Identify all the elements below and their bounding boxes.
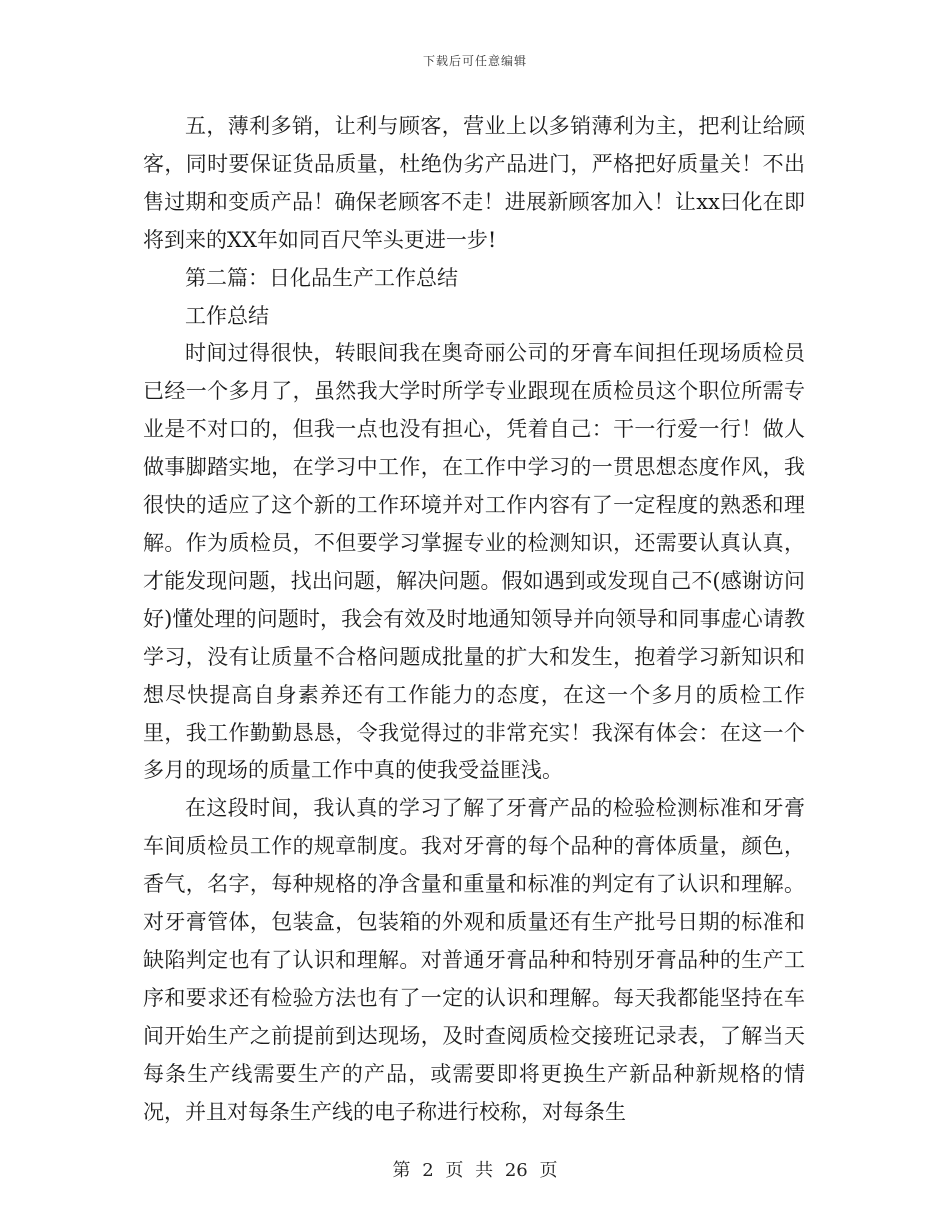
paragraph-standards: 在这段时间，我认真的学习了解了牙膏产品的检验检测标准和牙膏车间质检员工作的规章制度。我对牙膏的每个品种的膏体质量，颜色，香气，名字，每种规格的净含量和重量和标准的判定有了认识和理解。对牙膏管体，包装盒，包装箱的外观和质量还有生产批号日期的标准和缺陷判定也有了认识和理解。对普通牙膏品种和特别牙膏品种的生产工序和要求还有检验方法也有了一定的认识和理解。每天我都能坚持在车间开始生产之前提前到达现场，及时查阅质检交接班记录表，了解当天每条生产线需要生产的产品，或需要即将更换生产新品种新规格的情况，并且对每条生产线的电子称进行校称，对每条生 <box>143 796 805 1124</box>
section-heading: 第二篇：日化品生产工作总结 <box>185 265 458 290</box>
sub-heading: 工作总结 <box>185 303 269 328</box>
page-header: 下载后可任意编辑 <box>422 54 527 68</box>
page-footer: 第 2 页 共 26 页 <box>392 1160 558 1181</box>
paragraph-work-summary: 时间过得很快，转眼间我在奥奇丽公司的牙膏车间担任现场质检员已经一个多月了，虽然我大学时所学专业跟现在质检员这个职位所需专业是不对口的，但我一点也没有担心，凭着自己：干一行爱一行！做人做事脚踏实地，在学习中工作，在工作中学习的一贯思想态度作风，我很快的适应了这个新的工作环境并对工作内容有了一定程度的熟悉和理解。作为质检员，不但要学习掌握专业的检测知识，还需要认真认真，才能发现问题，找出问题，解决问题。假如遇到或发现自己不(感谢访问好)懂处理的问题时，我会有效及时地通知领导并向领导和同事虚心请教学习，没有让质量不合格问题成批量的扩大和发生，抱着学习新知识和想尽快提高自身素养还有工作能力的态度，在这一个多月的质检工作里，我工作勤勤恳恳，令我觉得过的非常充实！我深有体会：在这一个多月的现场的质量工作中真的使我受益匪浅。 <box>143 341 805 783</box>
paragraph-promotion: 五，薄利多销，让利与顾客，营业上以多销薄利为主，把利让给顾客，同时要保证货品质量，杜绝伪劣产品进门，严格把好质量关！不出售过期和变质产品！确保老顾客不走！进展新顾客加入！让xx曰化在即将到来的XX年如同百尺竿头更进一步! <box>143 114 805 252</box>
document-body <box>143 108 805 1131</box>
